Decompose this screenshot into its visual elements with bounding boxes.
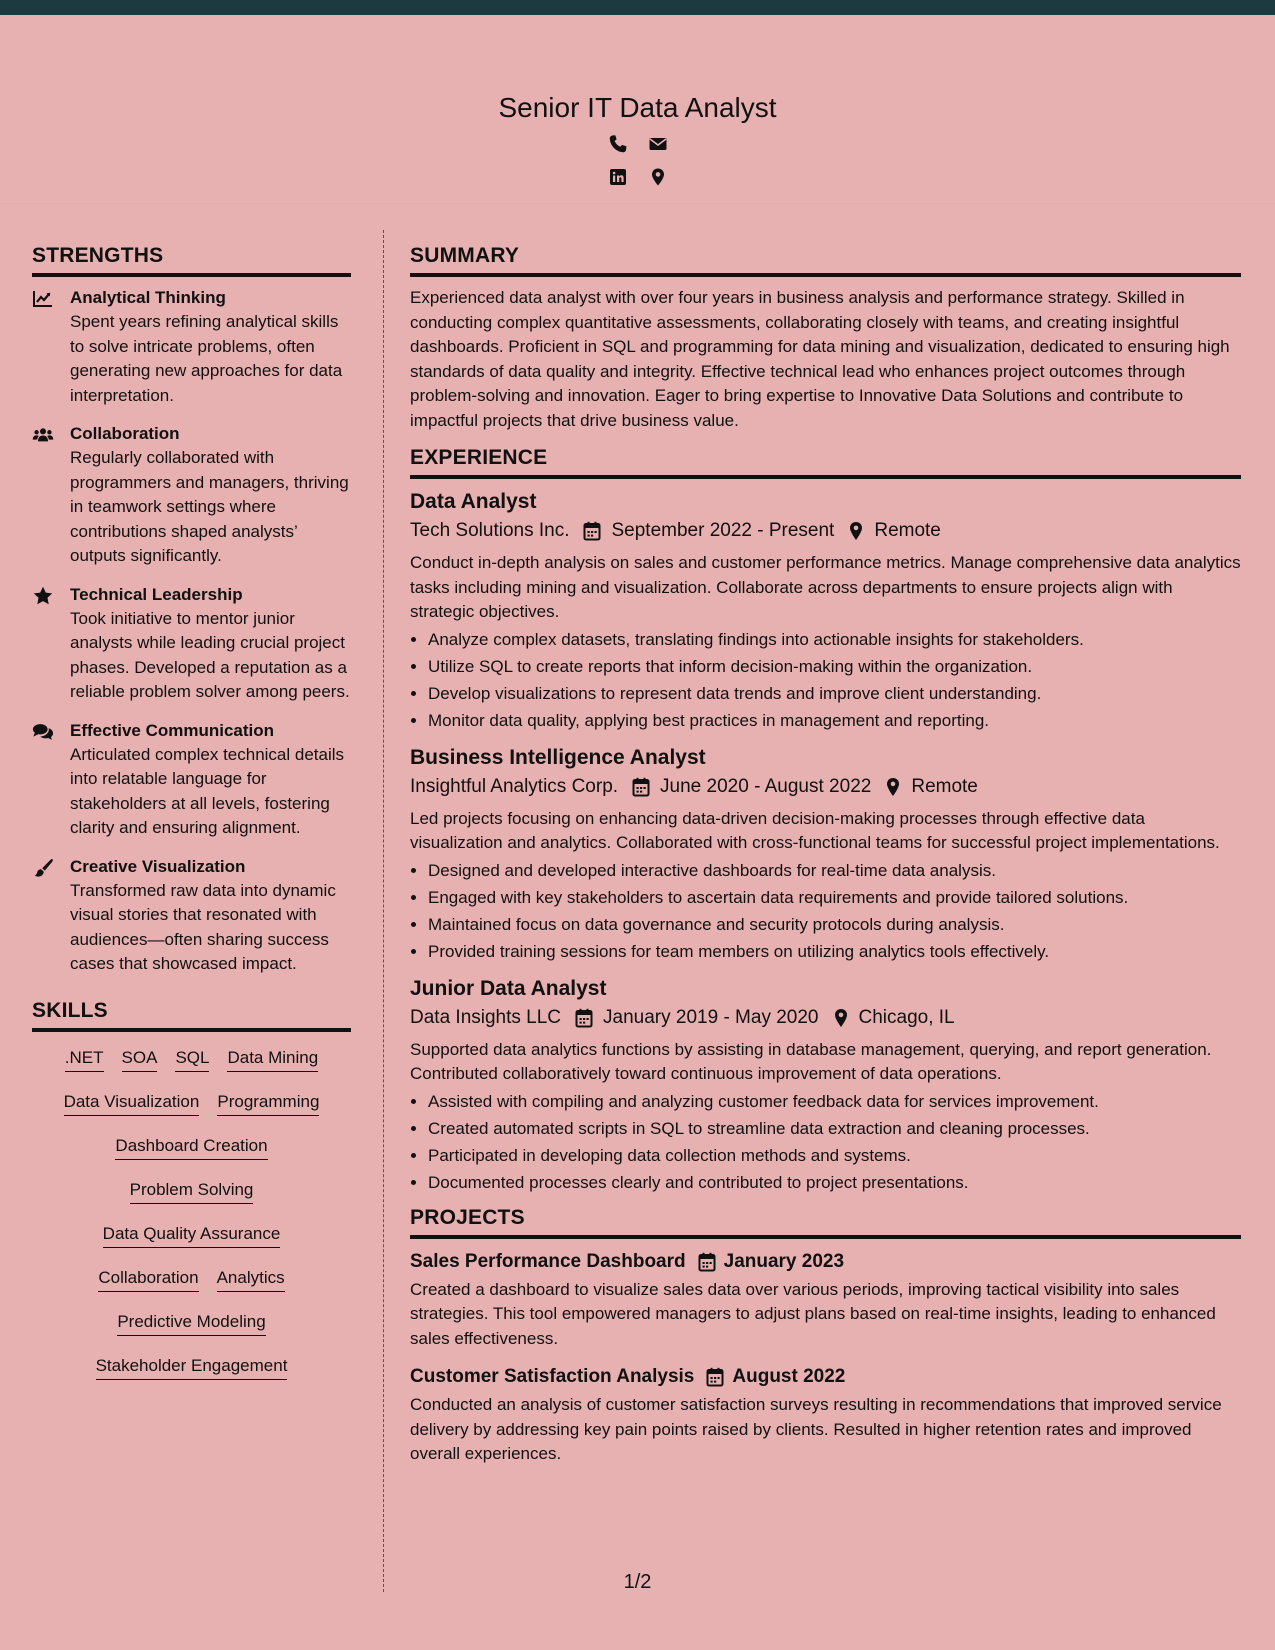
job-description: Supported data analytics functions by assisting in database management, querying, and report generation. Contributed collaboratively toward continuous improvement of data operations. [410, 1039, 1212, 1083]
right-column [410, 244, 1241, 1479]
strength-item [32, 855, 351, 977]
experience-title: EXPERIENCE [410, 446, 1241, 479]
envelope-icon[interactable] [648, 134, 668, 154]
strength-text: Transformed raw data into dynamic visual stories that resonated with audiences—often sharing success cases that showcased impact. [70, 880, 336, 973]
skill-tag: Dashboard Creation [115, 1135, 267, 1160]
page-number: 1/2 [623, 1571, 652, 1593]
project-text: Conducted an analysis of customer satisfaction surveys resulting in recommendations that improved service delivery by addressing key pain points raised by clients. Resulted in higher retention rates and improved overall experiences. [410, 1395, 1222, 1463]
page-title: Senior IT Data Analyst [498, 92, 777, 123]
skill-tag: Analytics [217, 1267, 285, 1292]
summary-title: SUMMARY [410, 244, 1241, 277]
project-header [410, 1363, 1241, 1391]
skill-tag: SQL [175, 1047, 209, 1072]
linkedin-icon[interactable] [608, 167, 628, 187]
left-column [32, 244, 351, 1399]
list-item: • Participated in developing data collection methods and systems. [428, 1142, 1241, 1169]
column-divider [383, 230, 384, 1592]
list-item: • Designed and developed interactive dashboards for real-time data analysis. [428, 857, 1241, 884]
job-bullets [428, 1088, 1241, 1196]
strength-title: Effective Communication [70, 720, 275, 740]
strength-item [32, 583, 351, 705]
strength-text: Spent years refining analytical skills to solve intricate problems, often generating new approaches for data interpretation. [70, 312, 343, 405]
job-meta [410, 1003, 1241, 1033]
list-item: • Utilize SQL to create reports that inform decision-making within the organization. [428, 653, 1241, 680]
skills-title: SKILLS [32, 999, 351, 1032]
project-entry [410, 1248, 1241, 1352]
strengths-title: STRENGTHS [32, 244, 351, 277]
chart-line-icon [32, 286, 70, 408]
contact-row-1 [0, 134, 1275, 154]
project-date: August 2022 [732, 1366, 846, 1387]
job-company: Insightful Analytics Corp. [410, 775, 619, 797]
map-marker-icon[interactable] [648, 167, 668, 187]
project-entry [410, 1363, 1241, 1467]
project-header [410, 1248, 1241, 1276]
job-meta [410, 772, 1241, 802]
job-role: Junior Data Analyst [410, 976, 607, 1000]
phone-icon[interactable] [608, 134, 628, 154]
resume-header [0, 15, 1275, 204]
strength-title: Analytical Thinking [70, 288, 226, 307]
star-icon [32, 583, 70, 705]
job-location: Chicago, IL [858, 1006, 955, 1028]
strength-item [32, 286, 351, 408]
list-item: • Analyze complex datasets, translating findings into actionable insights for stakeholders. [428, 626, 1241, 653]
list-item: • Created automated scripts in SQL to streamline data extraction and cleaning processes. [428, 1115, 1241, 1142]
strength-item [32, 719, 351, 841]
calendar-icon [575, 1008, 593, 1028]
summary-section [410, 286, 1241, 433]
job-role: Business Intelligence Analyst [410, 745, 706, 769]
paint-brush-icon [32, 855, 70, 977]
job-company: Tech Solutions Inc. [410, 520, 570, 541]
skill-tag: Data Visualization [64, 1091, 200, 1116]
strength-title: Collaboration [70, 424, 180, 443]
calendar-icon [706, 1367, 724, 1387]
project-title: Customer Satisfaction Analysis [410, 1366, 695, 1387]
list-item: • Maintained focus on data governance and security protocols during analysis. [428, 911, 1241, 938]
skill-tag: Data Mining [227, 1047, 318, 1072]
project-text: Created a dashboard to visualize sales data over various periods, improving tactical visibility into sales strategies. This tool empowered managers to adjust plans based on real-time insights, leading to enhanced sales effectiveness. [410, 1279, 1216, 1348]
skill-tag: Problem Solving [130, 1179, 254, 1204]
project-title: Sales Performance Dashboard [410, 1250, 686, 1272]
comments-icon [32, 719, 70, 841]
skill-tag: Stakeholder Engagement [96, 1355, 288, 1380]
list-item: • Develop visualizations to represent data trends and improve client understanding. [428, 680, 1241, 707]
list-item: • Provided training sessions for team members on utilizing analytics tools effectively. [428, 938, 1241, 965]
job-entry [410, 975, 1241, 1196]
skill-tag: .NET [65, 1047, 104, 1072]
strength-title: Creative Visualization [70, 856, 246, 876]
calendar-icon [632, 777, 650, 797]
list-item: • Engaged with key stakeholders to ascertain data requirements and provide tailored solutions. [428, 884, 1241, 911]
job-bullets [428, 857, 1241, 965]
job-dates: January 2019 - May 2020 [603, 1006, 819, 1028]
map-marker-icon [885, 777, 901, 797]
job-company: Data Insights LLC [410, 1006, 562, 1028]
strength-item [32, 422, 351, 569]
list-item: • Assisted with compiling and analyzing customer feedback data for services improvement. [428, 1088, 1241, 1115]
calendar-icon [698, 1252, 716, 1272]
job-entry [410, 744, 1241, 965]
job-meta [410, 516, 1241, 546]
skill-tag: SOA [122, 1047, 158, 1072]
users-icon [32, 422, 70, 569]
strength-title: Technical Leadership [70, 584, 243, 604]
job-location: Remote [911, 775, 978, 797]
job-role: Data Analyst [410, 490, 537, 513]
job-location: Remote [874, 520, 941, 541]
calendar-icon [583, 521, 601, 541]
job-description: Led projects focusing on enhancing data-driven decision-making processes through effective data visualization and analytics. Collaborated with cross-functional teams for successful project implementations. [410, 808, 1220, 852]
skill-tag: Programming [217, 1091, 319, 1116]
strength-text: Articulated complex technical details into relatable language for stakeholders at all levels, fostering clarity and ensuring alignment. [70, 744, 345, 837]
strength-text: Took initiative to mentor junior analysts while leading crucial project phases. Developed a reputation as a reliable problem solver among peers. [70, 608, 350, 701]
job-bullets [428, 626, 1241, 734]
strength-text: Regularly collaborated with programmers and managers, thriving in teamwork settings where contributions shaped analysts’ outputs significantly. [70, 448, 349, 565]
skill-tag: Predictive Modeling [117, 1311, 265, 1336]
project-date: January 2023 [723, 1250, 845, 1272]
list-item: • Documented processes clearly and contributed to project presentations. [428, 1169, 1241, 1196]
job-description: Conduct in-depth analysis on sales and customer performance metrics. Manage comprehensive data analytics tasks including mining and visualization. Collaborate across departments to ensure projects align with strategic objectives. [410, 553, 1241, 621]
list-item: • Monitor data quality, applying best practices in management and reporting. [428, 707, 1241, 734]
job-entry [410, 488, 1241, 734]
skills-list [32, 1041, 351, 1380]
job-dates: June 2020 - August 2022 [660, 775, 872, 797]
map-marker-icon [848, 521, 864, 541]
skill-tag: Data Quality Assurance [103, 1223, 281, 1248]
top-accent-bar [0, 0, 1275, 15]
contact-row-2 [0, 167, 1275, 187]
summary-text: Experienced data analyst with over four years in business analysis and performance strategy. Skilled in conducting complex quantitative assessments, collaborating closely with teams, and creating insightful dashboards. Proficient in SQL and programming for data mining and visualization, dedicated to ensuring high standards of data quality and integrity. Effective technical lead who enhances project outcomes through problem-solving and innovation. Eager to bring expertise to Innovative Data Solutions and contribute to impactful projects that drive business value. [410, 288, 1230, 430]
job-dates: September 2022 - Present [611, 520, 835, 541]
skill-tag: Collaboration [98, 1267, 198, 1292]
projects-title: PROJECTS [410, 1206, 1241, 1239]
map-marker-icon [833, 1008, 849, 1028]
